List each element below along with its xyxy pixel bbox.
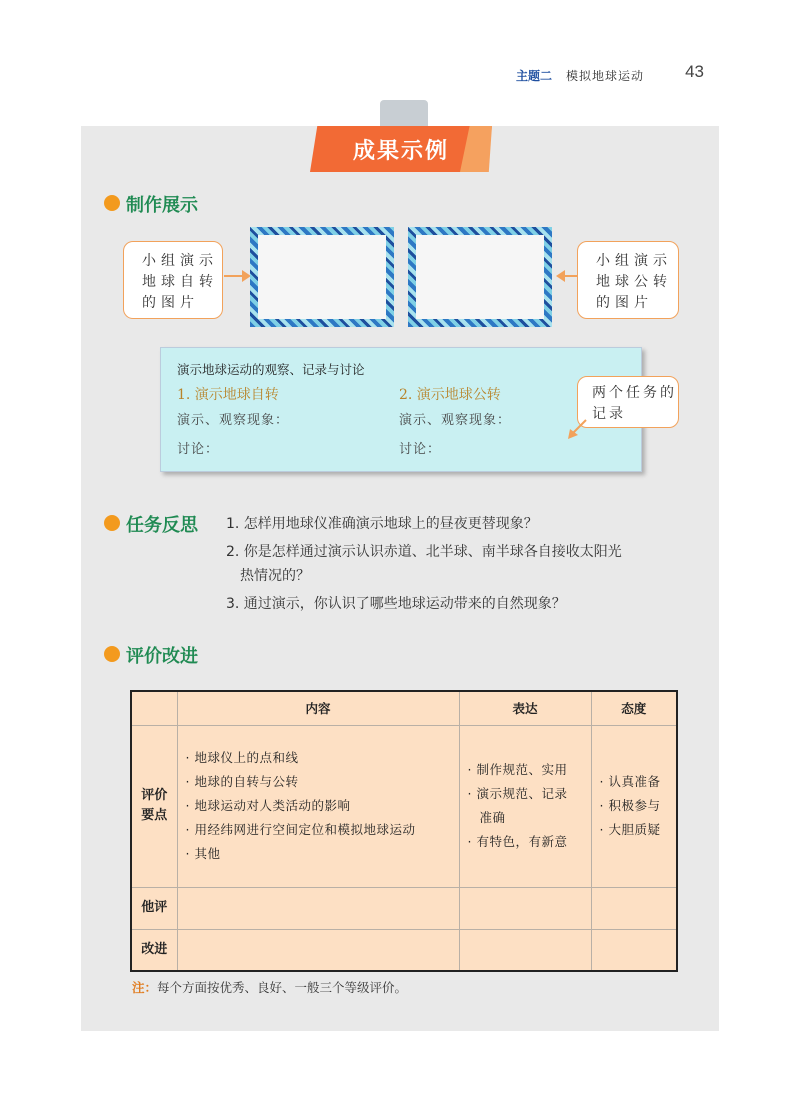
question-item: 1. 怎样用地球仪准确演示地球上的昼夜更替现象？ bbox=[226, 516, 538, 532]
list-item: · 地球运动对人类活动的影响 bbox=[185, 798, 351, 813]
empty-cell bbox=[459, 887, 591, 929]
callout-line: 记录 bbox=[592, 406, 626, 422]
empty-cell bbox=[459, 929, 591, 971]
row-header-line: 要点 bbox=[141, 808, 168, 823]
list-item: · 其他 bbox=[185, 846, 221, 861]
task-heading: 1. 演示地球自转 bbox=[177, 387, 279, 403]
callout-rotation-photo bbox=[123, 241, 223, 319]
section-reflection-heading bbox=[104, 510, 224, 536]
callout-line: 小组演示 bbox=[596, 253, 672, 269]
banner-title: 成果示例 bbox=[352, 138, 449, 164]
table-row-improvement bbox=[131, 929, 677, 971]
table-header-row bbox=[131, 691, 677, 725]
list-item: · 地球仪上的点和线 bbox=[185, 750, 299, 765]
arrow-line bbox=[224, 275, 244, 277]
arrow-line bbox=[563, 275, 577, 277]
question-item: 3. 通过演示，你认识了哪些地球运动带来的自然现象？ bbox=[226, 596, 566, 612]
content-items-cell bbox=[177, 725, 459, 887]
task-observe: 演示、观察现象： bbox=[399, 413, 512, 428]
photo-placeholder bbox=[416, 235, 544, 319]
section-showcase-heading bbox=[104, 190, 224, 216]
banner-title-tab bbox=[310, 100, 492, 174]
theme-label: 主题二 bbox=[516, 69, 553, 83]
list-item: · 演示规范、记录 bbox=[467, 786, 568, 801]
column-header-content: 内容 bbox=[177, 691, 459, 725]
expression-items-cell bbox=[459, 725, 591, 887]
footnote-text: 每个方面按优秀、良好、一般三个等级评价。 bbox=[157, 980, 408, 995]
row-header-key-points bbox=[131, 725, 177, 887]
list-item: · 用经纬网进行空间定位和模拟地球运动 bbox=[185, 822, 416, 837]
task-discuss: 讨论： bbox=[399, 442, 442, 457]
column-header-attitude: 态度 bbox=[591, 691, 677, 725]
callout-revolution-photo bbox=[577, 241, 679, 319]
task-observe: 演示、观察现象： bbox=[177, 413, 290, 428]
row-header-peer-review: 他评 bbox=[131, 887, 177, 929]
clip-decoration bbox=[380, 100, 428, 126]
section-reflection-label: 任务反思 bbox=[126, 515, 198, 536]
task-discuss: 讨论： bbox=[177, 442, 220, 457]
list-item: · 认真准备 bbox=[599, 774, 661, 789]
task-rotation bbox=[177, 384, 289, 457]
evaluation-table bbox=[130, 690, 678, 972]
theme-title: 模拟地球运动 bbox=[566, 69, 645, 83]
task-heading: 2. 演示地球公转 bbox=[399, 387, 501, 403]
question-item-continued: 热情况的？ bbox=[240, 568, 310, 584]
table-row-key-points bbox=[131, 725, 677, 887]
list-item-continued: 准确 bbox=[479, 810, 506, 825]
arrow-down-left-icon bbox=[564, 418, 592, 442]
photo-frame-revolution bbox=[408, 227, 552, 327]
bullet-dot-icon bbox=[104, 515, 120, 531]
callout-line: 地球公转 bbox=[596, 274, 672, 290]
notes-title: 演示地球运动的观察、记录与讨论 bbox=[177, 362, 365, 377]
section-evaluation-label: 评价改进 bbox=[126, 646, 198, 667]
callout-line: 两个任务的 bbox=[592, 385, 677, 401]
photo-placeholder bbox=[258, 235, 386, 319]
empty-cell bbox=[177, 887, 459, 929]
column-header-expression: 表达 bbox=[459, 691, 591, 725]
list-item: · 积极参与 bbox=[599, 798, 661, 813]
table-corner-cell bbox=[131, 691, 177, 725]
empty-cell bbox=[591, 887, 677, 929]
row-header-line: 评价 bbox=[141, 788, 168, 803]
empty-cell bbox=[177, 929, 459, 971]
empty-cell bbox=[591, 929, 677, 971]
reflection-questions bbox=[226, 512, 686, 616]
callout-line: 的图片 bbox=[596, 295, 653, 311]
question-item: 2. 你是怎样通过演示认识赤道、北半球、南半球各自接收太阳光 bbox=[226, 544, 622, 560]
callout-line: 小组演示 bbox=[142, 253, 218, 269]
running-header bbox=[508, 62, 718, 86]
row-header-improvement: 改进 bbox=[131, 929, 177, 971]
attitude-items-cell bbox=[591, 725, 677, 887]
callout-line: 地球自转 bbox=[142, 274, 218, 290]
list-item: · 制作规范、实用 bbox=[467, 762, 568, 777]
page-number: 43 bbox=[685, 62, 704, 81]
photo-frame-rotation bbox=[250, 227, 394, 327]
list-item: · 有特色，有新意 bbox=[467, 834, 568, 849]
callout-line: 的图片 bbox=[142, 295, 199, 311]
section-evaluation-heading bbox=[104, 641, 224, 667]
bullet-dot-icon bbox=[104, 646, 120, 662]
observation-notes-box bbox=[160, 347, 642, 472]
callout-two-tasks bbox=[577, 376, 679, 428]
footnote-tag: 注： bbox=[132, 980, 158, 995]
table-row-peer-review bbox=[131, 887, 677, 929]
footnote bbox=[132, 978, 407, 996]
bullet-dot-icon bbox=[104, 195, 120, 211]
list-item: · 地球的自转与公转 bbox=[185, 774, 299, 789]
task-revolution bbox=[399, 384, 511, 457]
section-showcase-label: 制作展示 bbox=[126, 195, 198, 216]
list-item: · 大胆质疑 bbox=[599, 822, 661, 837]
